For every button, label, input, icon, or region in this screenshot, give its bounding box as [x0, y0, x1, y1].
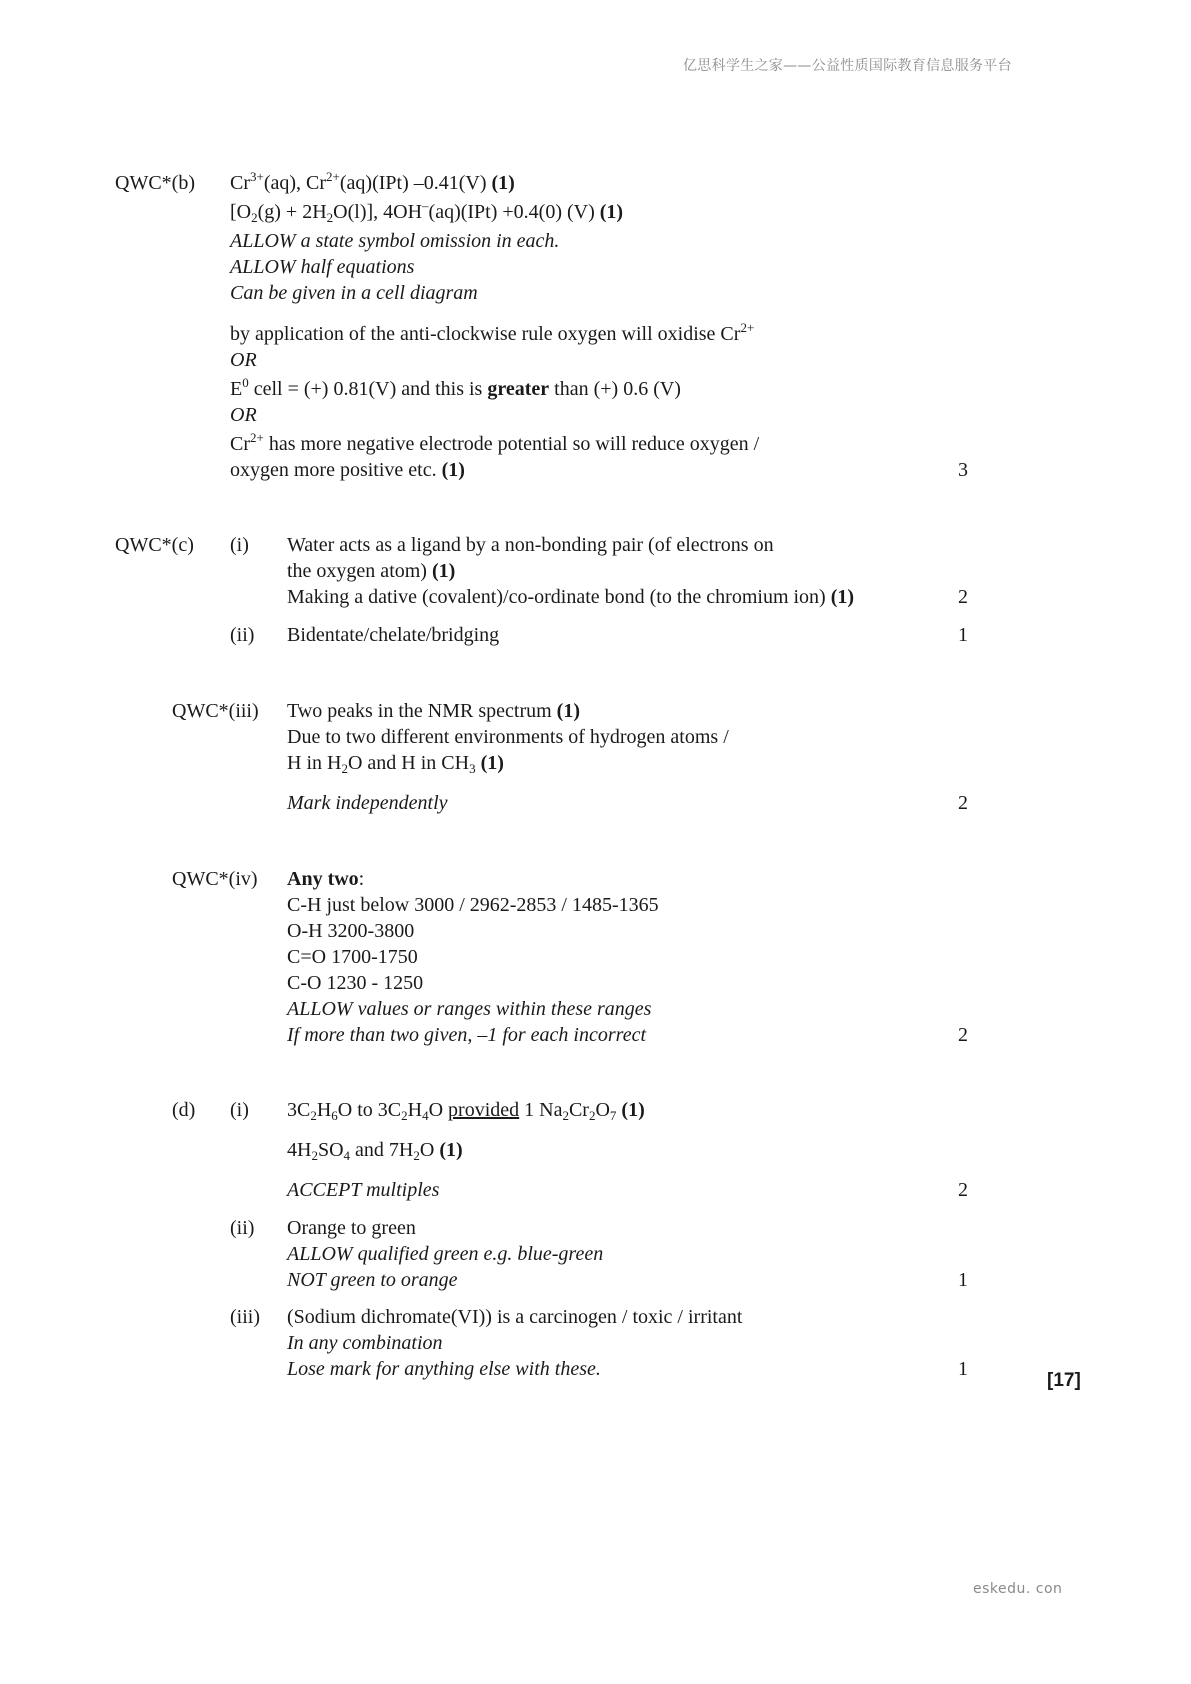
part-b-label: QWC*(b) — [115, 172, 195, 194]
d-i-num: (i) — [230, 1099, 249, 1121]
d-i-line-2: $4H_2SO_4$ and $7H_2O$ (1) — [287, 1139, 463, 1163]
d-ii-mark: 1 — [958, 1269, 968, 1291]
c-iv-line-4: C=O 1700-1750 — [287, 946, 418, 968]
b-line-10: $Cr^{2+}$ has more negative electrode potential so will reduce oxygen / — [230, 430, 760, 455]
c-i-line-2: the oxygen atom) (1) — [287, 560, 456, 582]
d-ii-line-3: NOT green to orange — [287, 1269, 458, 1291]
c-iii-line-3: H in $H_2O$ and H in $CH_3$ (1) — [287, 752, 504, 776]
c-i-line-3: Making a dative (covalent)/co-ordinate bond (to the chromium ion) (1) — [287, 586, 855, 608]
c-iv-line-3: O-H 3200-3800 — [287, 920, 415, 942]
c-i-mark: 2 — [958, 586, 968, 608]
d-iii-mark: 1 — [958, 1358, 968, 1380]
d-iii-line-2: In any combination — [287, 1332, 443, 1354]
c-iv-line-7: If more than two given, –1 for each incorrect — [287, 1024, 647, 1046]
d-i-line-1: $3C_2H_6O$ to $3C_2H_4O$ provided 1 $Na_2Cr_2O_7$ (1) — [287, 1099, 645, 1123]
c-ii-num: (ii) — [230, 624, 255, 646]
b-line-5: Can be given in a cell diagram — [230, 282, 478, 304]
c-iii-line-4: Mark independently — [287, 792, 448, 814]
b-line-9: OR — [230, 404, 257, 426]
c-iv-line-5: C-O 1230 - 1250 — [287, 972, 424, 994]
b-mark: 3 — [958, 459, 968, 481]
c-ii-mark: 1 — [958, 624, 968, 646]
b-line-11: oxygen more positive etc. (1) — [230, 459, 465, 481]
d-iii-line-1: (Sodium dichromate(VI)) is a carcinogen / toxic / irritant — [287, 1306, 743, 1328]
part-d-label: (d) — [172, 1099, 196, 1121]
page-footer: eskedu. con — [973, 1581, 1063, 1597]
d-ii-line-1: Orange to green — [287, 1217, 416, 1239]
c-i-line-1: Water acts as a ligand by a non-bonding pair (of electrons on — [287, 534, 774, 556]
c-iv-line-2: C-H just below 3000 / 2962-2853 / 1485-1365 — [287, 894, 659, 916]
c-iv-mark: 2 — [958, 1024, 968, 1046]
d-iii-line-3: Lose mark for anything else with these. — [287, 1358, 601, 1380]
c-iv-label: QWC*(iv) — [172, 868, 258, 890]
d-i-mark: 2 — [958, 1179, 968, 1201]
c-iii-mark: 2 — [958, 792, 968, 814]
total-marks: [17] — [1047, 1370, 1081, 1391]
b-line-3: ALLOW a state symbol omission in each. — [230, 230, 560, 252]
b-line-1: $Cr^{3+}(aq)$, $Cr^{2+}(aq)(IPt)$ –0.41(V) (1) — [230, 169, 515, 194]
c-iii-line-2: Due to two different environments of hydrogen atoms / — [287, 726, 729, 748]
c-iv-line-1: Any two: — [287, 868, 365, 890]
d-iii-num: (iii) — [230, 1306, 260, 1328]
b-line-6: by application of the anti-clockwise rule oxygen will oxidise $Cr^{2+}$ — [230, 320, 755, 345]
b-line-2: $[O_2(g) + 2H_2O(l)]$, 4OH–(aq)(IPt) +0.4(0) (V) (1) — [230, 198, 624, 225]
b-line-4: ALLOW half equations — [230, 256, 415, 278]
b-line-8: $E^0$ cell = (+) 0.81(V) and this is greater than (+) 0.6 (V) — [230, 375, 681, 400]
c-iv-line-6: ALLOW values or ranges within these ranges — [287, 998, 652, 1020]
b-line-7: OR — [230, 349, 257, 371]
d-ii-line-2: ALLOW qualified green e.g. blue-green — [287, 1243, 604, 1265]
d-ii-num: (ii) — [230, 1217, 255, 1239]
part-c-label: QWC*(c) — [115, 534, 194, 556]
c-iii-line-1: Two peaks in the NMR spectrum (1) — [287, 700, 580, 722]
c-i-num: (i) — [230, 534, 249, 556]
c-iii-label: QWC*(iii) — [172, 700, 259, 722]
c-ii-line-1: Bidentate/chelate/bridging — [287, 624, 500, 646]
d-i-line-3: ACCEPT multiples — [287, 1179, 440, 1201]
page-header: 亿思科学生之家——公益性质国际教育信息服务平台 — [683, 58, 1012, 74]
